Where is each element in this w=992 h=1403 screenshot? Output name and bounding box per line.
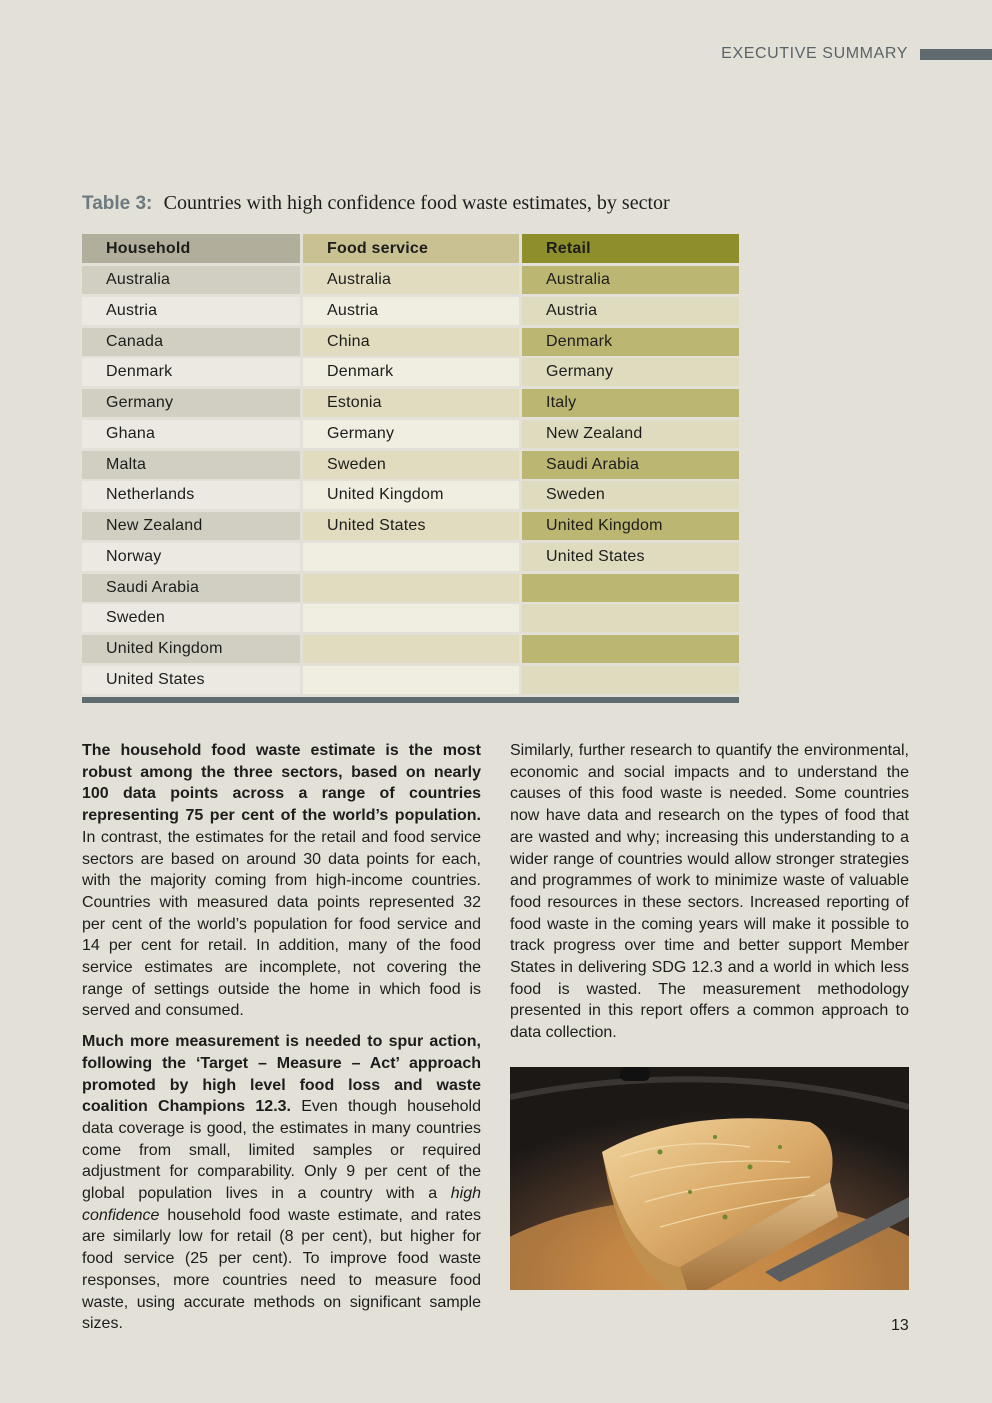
table-bottom-rule <box>82 697 739 703</box>
column-header-household: Household <box>82 234 300 263</box>
table-cell-retail <box>522 666 739 694</box>
table-cell-household: Denmark <box>82 358 300 386</box>
table-row <box>82 604 739 632</box>
table-cell-household: United States <box>82 666 300 694</box>
table-cell-food-service: Germany <box>303 420 519 448</box>
running-header <box>721 44 992 64</box>
column-header-food-service: Food service <box>303 234 519 263</box>
table-row <box>82 635 739 663</box>
table-cell-household: Ghana <box>82 420 300 448</box>
header-accent-bar <box>920 49 992 60</box>
table-cell-food-service: China <box>303 328 519 356</box>
table-body <box>82 266 739 694</box>
table-cell-retail <box>522 635 739 663</box>
table-cell-retail <box>522 604 739 632</box>
table-cell-retail: Australia <box>522 266 739 294</box>
pasta-frittata-illustration <box>510 1067 909 1290</box>
table-cell-food-service <box>303 666 519 694</box>
table-row <box>82 358 739 386</box>
left-text-column <box>82 740 481 1344</box>
table-cell-retail: Austria <box>522 297 739 325</box>
table-row <box>82 420 739 448</box>
table-cell-household: Canada <box>82 328 300 356</box>
paragraph-text: Even though household data coverage is good, the estimates in many countries come from small, limited samples or required adjustment for comparability. Only 9 per cent of the global population lives in a country with a <box>82 1098 482 1203</box>
table-cell-retail: Saudi Arabia <box>522 451 739 479</box>
table-cell-food-service: United Kingdom <box>303 481 519 509</box>
table-title: Countries with high confidence food waste estimates, by sector <box>163 192 670 214</box>
paragraph-further-research: Similarly, further research to quantify the environmental, economic and social impacts and to understand the causes of this food waste is needed. Some countries now have data and research on the types of food that are wasted and why; increasing this understanding to a wider range of countries would allow stronger strategies and programmes of work to minimize waste of valuable food resources in these sectors. Increased reporting of food waste in the coming years will make it possible to track progress over time and better support Member States in delivering SDG 12.3 and a world in which less food is wasted. The measurement methodology presented in this report offers a common approach to data collection. <box>510 742 909 1042</box>
table-row <box>82 389 739 417</box>
table-cell-retail: Denmark <box>522 328 739 356</box>
table-cell-household: Germany <box>82 389 300 417</box>
table-cell-retail <box>522 574 739 602</box>
food-photo <box>510 1067 909 1290</box>
table-cell-retail: Italy <box>522 389 739 417</box>
right-text-column <box>510 740 909 1053</box>
table-cell-household: Australia <box>82 266 300 294</box>
table-cell-food-service: Austria <box>303 297 519 325</box>
paragraph-household-robust <box>82 740 481 1022</box>
table-row <box>82 666 739 694</box>
table-row <box>82 328 739 356</box>
table-label: Table 3: <box>82 193 153 214</box>
table-cell-household: Netherlands <box>82 481 300 509</box>
table-cell-food-service: Australia <box>303 266 519 294</box>
paragraph-lead-bold: The household food waste estimate is the most robust among the three sectors, based on nearly 100 data points across a range of countries representing 75 per cent of the world’s population. <box>82 742 481 825</box>
table-cell-food-service: Denmark <box>303 358 519 386</box>
table-cell-retail: Sweden <box>522 481 739 509</box>
table-cell-retail: United Kingdom <box>522 512 739 540</box>
table-cell-household: Norway <box>82 543 300 571</box>
paragraph-text: household food waste estimate, and rates are similarly low for retail (8 per cent), but higher for food service (25 per cent). To improve food waste responses, more countries need to measure food waste, using accurate methods on significant sample sizes. <box>82 1206 481 1333</box>
table-row <box>82 512 739 540</box>
table-cell-food-service <box>303 543 519 571</box>
table-cell-food-service <box>303 635 519 663</box>
table-row <box>82 297 739 325</box>
table-caption <box>82 192 670 215</box>
table-cell-household: Saudi Arabia <box>82 574 300 602</box>
table-cell-food-service <box>303 604 519 632</box>
paragraph-italic: high confidence <box>82 1185 481 1224</box>
table-cell-household: New Zealand <box>82 512 300 540</box>
table-cell-retail: Germany <box>522 358 739 386</box>
countries-table <box>82 234 739 703</box>
column-header-retail: Retail <box>522 234 739 263</box>
table-cell-food-service <box>303 574 519 602</box>
table-cell-household: Malta <box>82 451 300 479</box>
table-row <box>82 481 739 509</box>
table-row <box>82 543 739 571</box>
table-row <box>82 266 739 294</box>
table-row <box>82 451 739 479</box>
table-cell-food-service: United States <box>303 512 519 540</box>
paragraph-lead-bold: Much more measurement is needed to spur action, following the ‘Target – Measure – Act’ approach promoted by high level food loss and waste coalition Champions 12.3. <box>82 1033 481 1116</box>
table-row <box>82 574 739 602</box>
table-cell-household: United Kingdom <box>82 635 300 663</box>
paragraph-text: In contrast, the estimates for the retail and food service sectors are based on around 30 data points for each, with the majority coming from high-income countries. Countries with measured data points represented 32 per cent of the world’s population for food service and 14 per cent for retail. In addition, many of the food service estimates are incomplete, not covering the range of settings outside the home in which food is served and consumed. <box>82 828 481 1020</box>
table-header-row <box>82 234 739 263</box>
table-cell-household: Austria <box>82 297 300 325</box>
table-cell-food-service: Estonia <box>303 389 519 417</box>
table-cell-retail: United States <box>522 543 739 571</box>
table-cell-household: Sweden <box>82 604 300 632</box>
table-cell-food-service: Sweden <box>303 451 519 479</box>
page-number: 13 <box>891 1317 909 1334</box>
paragraph-more-measurement <box>82 1031 481 1335</box>
table-cell-retail: New Zealand <box>522 420 739 448</box>
section-title: EXECUTIVE SUMMARY <box>721 45 908 62</box>
